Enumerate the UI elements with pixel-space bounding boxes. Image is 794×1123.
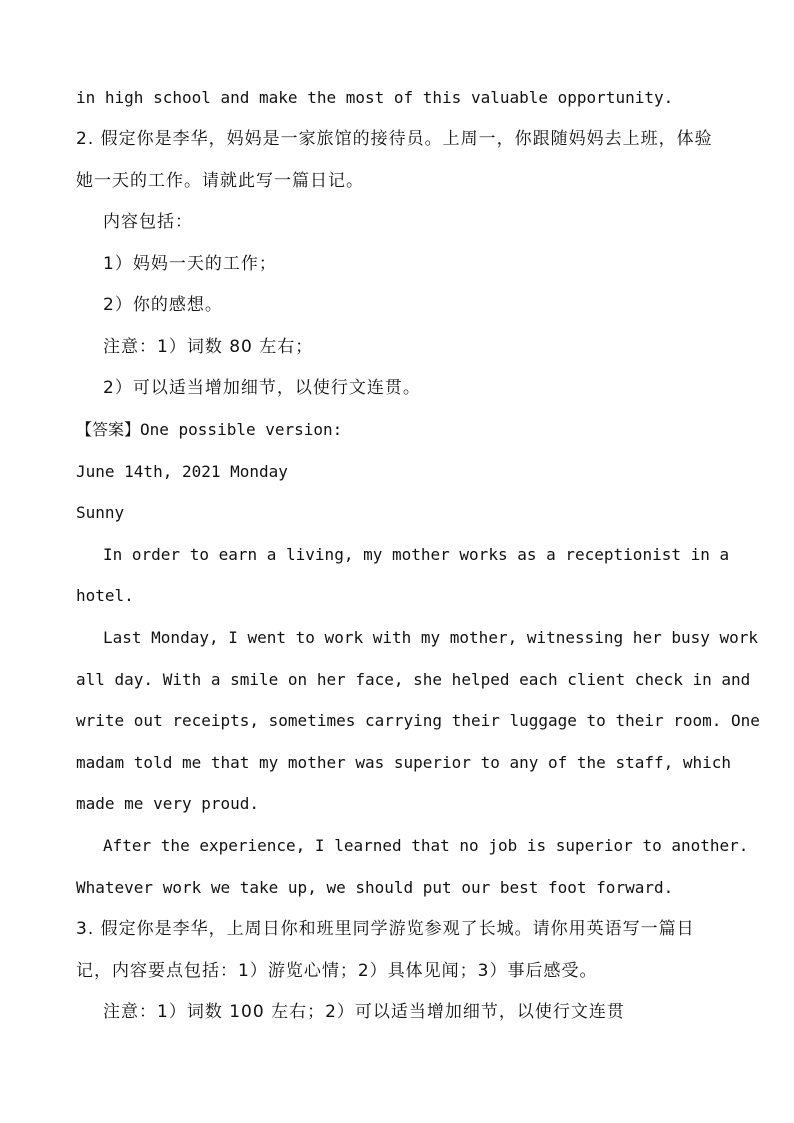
paragraph-2-line-5: made me very proud. (76, 794, 260, 813)
paragraph-3-line-2: Whatever work we take up, we should put our best foot forward. (76, 878, 674, 897)
question-2-line-2: 她一天的工作。请就此写一篇日记。 (76, 171, 364, 191)
content-includes-label: 内容包括： (103, 212, 193, 232)
note-word-count: 注意：1）词数 80 左右； (103, 337, 314, 357)
content-point-2: 2）你的感想。 (103, 295, 223, 315)
paragraph-2-line-3: write out receipts, sometimes carrying their luggage to their room. One (76, 711, 760, 730)
paragraph-1-line-1: In order to earn a living, my mother works as a receptionist in a (103, 545, 730, 564)
paragraph-2-line-1: Last Monday, I went to work with my mother, witnessing her busy work (103, 628, 759, 647)
answer-heading: 【答案】One possible version: (76, 420, 343, 439)
paragraph-2-line-4: madam told me that my mother was superior to any of the staff, which (76, 753, 732, 772)
question-3-line-1: 3. 假定你是李华，上周日你和班里同学游览参观了长城。请你用英语写一篇日 (76, 919, 695, 939)
paragraph-2-line-2: all day. With a smile on her face, she helped each client check in and (76, 670, 751, 689)
diary-weather: Sunny (76, 503, 125, 522)
question-2-line-1: 2. 假定你是李华，妈妈是一家旅馆的接待员。上周一，你跟随妈妈去上班，体验 (76, 129, 713, 149)
note-details: 2）可以适当增加细节，以使行文连贯。 (103, 378, 421, 398)
question-3-line-2: 记，内容要点包括：1）游览心情；2）具体见闻；3）事后感受。 (76, 961, 598, 981)
text-line: in high school and make the most of this valuable opportunity. (76, 88, 674, 107)
content-point-1: 1）妈妈一天的工作； (103, 254, 277, 274)
diary-date: June 14th, 2021 Monday (76, 462, 288, 481)
paragraph-1-line-2: hotel. (76, 586, 134, 605)
paragraph-3-line-1: After the experience, I learned that no job is superior to another. (103, 836, 749, 855)
question-3-note: 注意：1）词数 100 左右；2）可以适当增加细节，以使行文连贯 (103, 1002, 625, 1022)
